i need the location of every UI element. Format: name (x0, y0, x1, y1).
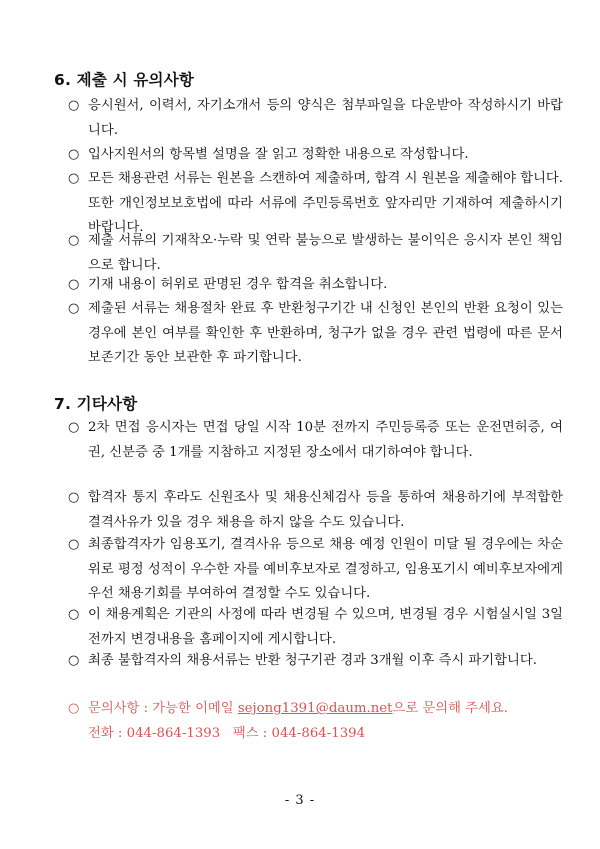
section-7-title: 7. 기타사항 (54, 395, 138, 413)
item-text: 제출된 서류는 채용절차 완료 후 반환청구기간 내 신청인 본인의 반환 요청이 있는 경우에 본인 여부를 확인한 후 반환하며, 청구가 없을 경우 관련 법령에 따른 문서 보존기간 동안 보관한 후 파기합니다. (88, 301, 563, 365)
contact-phone-fax: 전화 : 044-864-1393 팩스 : 044-864-1394 (88, 725, 366, 741)
circle-bullet-icon: ○ (68, 490, 80, 505)
item-text: 이 채용계획은 기관의 사정에 따라 변경될 수 있으며, 변경될 경우 시험실시일 3일 전까지 변경내용을 홈페이지에 게시합니다. (88, 607, 563, 647)
item-text: 모든 채용관련 서류는 원본을 스캔하여 제출하며, 합격 시 원본을 제출해야 합니다. 또한 개인정보보호법에 따라 서류에 주민등록번호 앞자리만 기재하여 제출하시기 바랍니다. (88, 171, 563, 235)
item-text: 최종합격자가 임용포기, 결격사유 등으로 채용 예정 인원이 미달 될 경우에는 차순위로 평정 성적이 우수한 자를 예비후보자로 결정하고, 임용포기시 예비후보자에게 우선 채용기회를 부여하여 결정할 수도 있습니다. (88, 537, 563, 601)
contact-info (68, 697, 563, 746)
item-text: 응시원서, 이력서, 자기소개서 등의 양식은 첨부파일을 다운받아 작성하시기 바랍니다. (88, 98, 563, 138)
section-7-item-4 (68, 603, 563, 652)
contact-suffix: 으로 문의해 주세요. (392, 701, 508, 716)
circle-bullet-icon: ○ (68, 607, 80, 622)
circle-bullet-icon: ○ (68, 420, 80, 435)
item-text: 기재 내용이 허위로 판명된 경우 합격을 취소합니다. (88, 277, 388, 292)
contact-prefix: 문의사항 : 가능한 이메일 (88, 701, 238, 716)
item-text: 최종 불합격자의 채용서류는 반환 청구기관 경과 3개월 이후 즉시 파기합니다. (88, 653, 537, 668)
circle-bullet-icon: ○ (68, 171, 80, 186)
section-6-title: 6. 제출 시 유의사항 (54, 71, 195, 89)
section-7-item-3 (68, 533, 563, 607)
item-text: 입사지원서의 항목별 설명을 잘 읽고 정확한 내용으로 작성합니다. (88, 147, 469, 162)
section-6-item-1 (68, 94, 563, 143)
section-6-item-4 (68, 229, 563, 278)
circle-bullet-icon: ○ (68, 701, 80, 716)
circle-bullet-icon: ○ (68, 277, 80, 292)
section-6-item-5 (68, 273, 563, 298)
circle-bullet-icon: ○ (68, 233, 80, 248)
circle-bullet-icon: ○ (68, 147, 80, 162)
section-7-item-2 (68, 486, 563, 535)
section-7-item-1 (68, 416, 563, 465)
circle-bullet-icon: ○ (68, 653, 80, 668)
section-7-item-5 (68, 649, 563, 674)
section-6-item-2 (68, 143, 563, 168)
circle-bullet-icon: ○ (68, 98, 80, 113)
page-number: - 3 - (284, 793, 316, 808)
item-text: 합격자 통지 후라도 신원조사 및 채용신체검사 등을 통하여 채용하기에 부적합한 결격사유가 있을 경우 채용을 하지 않을 수도 있습니다. (88, 490, 563, 530)
contact-email-link[interactable]: sejong1391@daum.net (237, 701, 393, 716)
item-text: 제출 서류의 기재착오·누락 및 연락 불능으로 발생하는 불이익은 응시자 본인 책임으로 합니다. (88, 233, 563, 273)
item-text: 2차 면접 응시자는 면접 당일 시작 10분 전까지 주민등록증 또는 운전면허증, 여권, 신분증 중 1개를 지참하고 지정된 장소에서 대기하여야 합니다. (88, 420, 563, 460)
circle-bullet-icon: ○ (68, 537, 80, 552)
circle-bullet-icon: ○ (68, 301, 80, 316)
section-6-item-6 (68, 297, 563, 371)
